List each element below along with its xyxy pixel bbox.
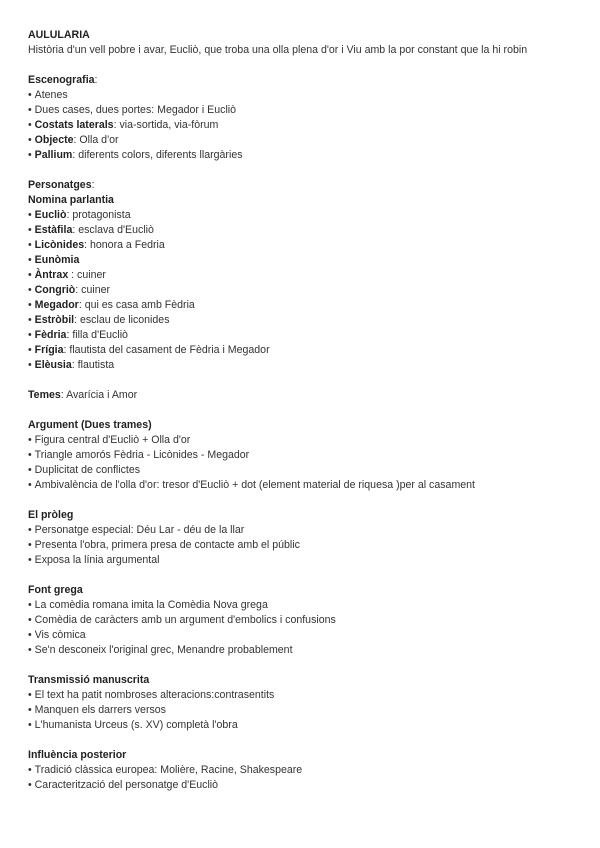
- document-subtitle: Història d'un vell pobre i avar, Eucliò, que troba una olla plena d'or i Viu amb la por constant que la hi robin: [28, 44, 528, 56]
- list-item: • Eucliò: protagonista: [28, 208, 576, 223]
- list-item: • Caracterització del personatge d'Eucliò: [28, 778, 576, 793]
- section-escenografia-heading: Escenografia:: [28, 74, 98, 86]
- list-item: • Costats laterals: via-sortida, via-fòrum: [28, 118, 576, 133]
- list-item: • Licònides: honora a Fedria: [28, 238, 576, 253]
- list-item: • Objecte: Olla d'or: [28, 133, 576, 148]
- section-transmissio-heading: Transmissió manuscrita: [28, 674, 150, 686]
- section-argument-heading: Argument (Dues trames): [28, 419, 152, 431]
- list-item: • Comèdia de caràcters amb un argument d'embolics i confusions: [28, 613, 576, 628]
- section-temes: Temes: Avarícia i Amor: [28, 389, 138, 401]
- list-item: • La comèdia romana imita la Comèdia Nova grega: [28, 598, 576, 613]
- list-item: • Fèdria: filla d'Eucliò: [28, 328, 576, 343]
- list-item: • El text ha patit nombroses alteracions:contrasentits: [28, 688, 576, 703]
- list-item: • Frígia: flautista del casament de Fèdria i Megador: [28, 343, 576, 358]
- list-item: • Presenta l'obra, primera presa de contacte amb el públic: [28, 538, 576, 553]
- list-item: • Pallium: diferents colors, diferents llargàries: [28, 148, 576, 163]
- list-item: • Estàfila: esclava d'Eucliò: [28, 223, 576, 238]
- list-item: • Duplicitat de conflictes: [28, 463, 576, 478]
- section-influencia-heading: Influència posterior: [28, 749, 127, 761]
- list-item: • Figura central d'Eucliò + Olla d'or: [28, 433, 576, 448]
- list-item: • Exposa la línia argumental: [28, 553, 576, 568]
- list-item: • Ambivalència de l'olla d'or: tresor d'Eucliò + dot (element material de riquesa )per al casament: [28, 478, 576, 493]
- list-item: • Manquen els darrers versos: [28, 703, 576, 718]
- list-item: • Personatge especial: Déu Lar - déu de la llar: [28, 523, 576, 538]
- section-personatges-subheading: Nomina parlantia: [28, 194, 114, 206]
- list-item: • Atenes: [28, 88, 576, 103]
- section-proleg-heading: El pròleg: [28, 509, 74, 521]
- document-title: AULULARIA: [28, 29, 90, 41]
- list-item: • Tradició clàssica europea: Molière, Racine, Shakespeare: [28, 763, 576, 778]
- list-item: • Elèusia: flautista: [28, 358, 576, 373]
- list-item: • Eunòmia: [28, 253, 576, 268]
- section-font-grega-heading: Font grega: [28, 584, 83, 596]
- section-personatges-heading: Personatges:: [28, 179, 95, 191]
- list-item: • L'humanista Urceus (s. XV) completà l'obra: [28, 718, 576, 733]
- list-item: • Megador: qui es casa amb Fèdria: [28, 298, 576, 313]
- list-item: • Àntrax : cuiner: [28, 268, 576, 283]
- list-item: • Se'n desconeix l'original grec, Menandre probablement: [28, 643, 576, 658]
- list-item: • Dues cases, dues portes: Megador i Eucliò: [28, 103, 576, 118]
- list-item: • Vis còmica: [28, 628, 576, 643]
- list-item: • Estròbil: esclau de liconides: [28, 313, 576, 328]
- list-item: • Congriò: cuiner: [28, 283, 576, 298]
- list-item: • Triangle amorós Fèdria - Licònides - Megador: [28, 448, 576, 463]
